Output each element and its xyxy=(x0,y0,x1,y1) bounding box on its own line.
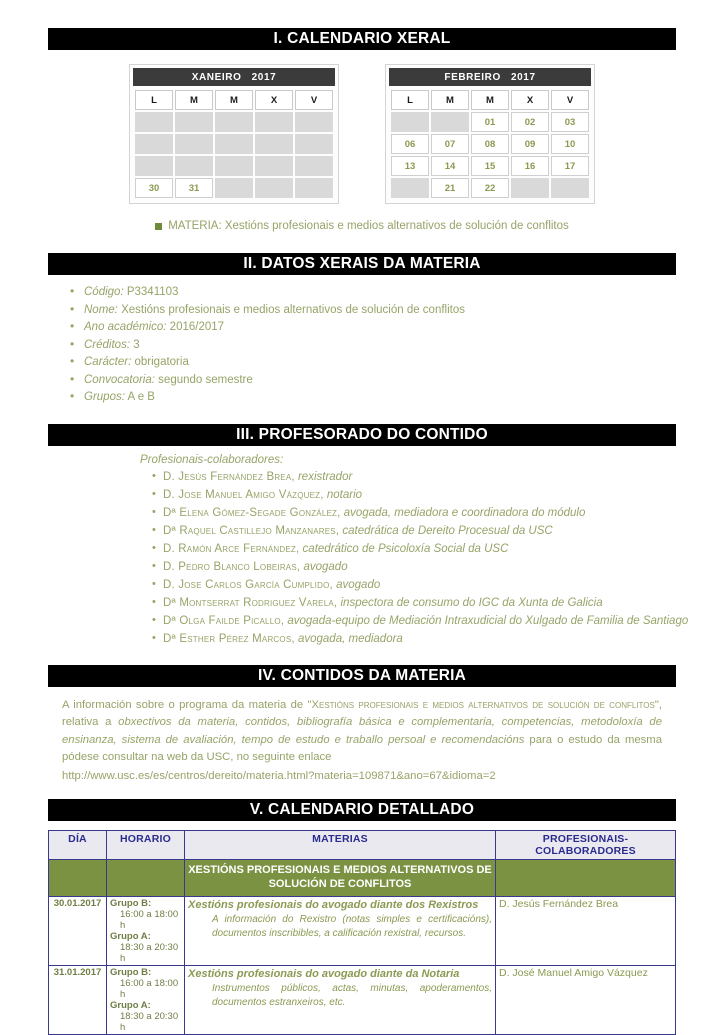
day-cell-07: 07 xyxy=(431,134,469,154)
day-cell xyxy=(175,112,213,132)
grupo-b-hours: 16:00 a 18:00 h xyxy=(120,978,179,1001)
day-cell xyxy=(511,178,549,198)
list-item xyxy=(152,576,724,594)
day-cell xyxy=(295,178,333,198)
calendar-week-row xyxy=(135,134,333,154)
cell-horario xyxy=(107,966,185,1035)
calendar-xaneiro-grid xyxy=(133,88,335,200)
person-name: Dª Raquel Castillejo Manzanares, xyxy=(163,524,340,537)
cell-profesional: D. José Manuel Amigo Vázquez xyxy=(496,966,676,1035)
datos-label: Convocatoria: xyxy=(84,373,155,386)
list-item xyxy=(152,558,724,576)
grupo-a-label: Grupo A: xyxy=(110,931,151,943)
profesorado-list xyxy=(152,468,724,648)
day-cell xyxy=(175,134,213,154)
day-cell xyxy=(295,156,333,176)
list-item xyxy=(70,389,724,407)
day-cell xyxy=(255,134,293,154)
datos-label: Ano académico: xyxy=(84,321,167,334)
day-cell-21: 21 xyxy=(431,178,469,198)
list-item xyxy=(70,354,724,372)
day-cell xyxy=(391,178,429,198)
list-item xyxy=(70,302,724,320)
calendar-xaneiro-title: XANEIRO 2017 xyxy=(133,68,335,86)
calendar-febreiro xyxy=(385,64,595,204)
day-cell-22: 22 xyxy=(471,178,509,198)
contidos-topics: obxectivos da materia, contidos, bibliografía básica e complementaria, competencias, metodoloxía de ensinanza, sistema de avaliación, tempo de estudo e traballo persoal e recomendacións xyxy=(62,716,662,746)
person-role: avogado xyxy=(336,578,381,591)
day-cell xyxy=(295,134,333,154)
section-heading-calendario-xeral: I. CALENDARIO XERAL xyxy=(48,28,676,50)
day-cell-13: 13 xyxy=(391,156,429,176)
cell-dia: 30.01.2017 xyxy=(49,897,107,966)
person-role: rexistrador xyxy=(297,470,353,483)
person-name: Dª Elena Gómez-Segade González, xyxy=(163,506,341,519)
datos-value: segundo semestre xyxy=(158,373,253,386)
section-heading-datos-xerais: II. DATOS XERAIS DA MATERIA xyxy=(48,253,676,275)
grupo-a-label: Grupo A: xyxy=(110,1000,151,1012)
list-item xyxy=(152,522,724,540)
cell-materias xyxy=(185,966,496,1035)
datos-label: Créditos: xyxy=(84,338,131,351)
day-cell xyxy=(431,112,469,132)
section-heading-profesorado: III. PROFESORADO DO CONTIDO xyxy=(48,424,676,446)
green-square-icon xyxy=(155,223,162,230)
datos-value: 2016/2017 xyxy=(169,321,225,334)
section-heading-contidos: IV. CONTIDOS DA MATERIA xyxy=(48,665,676,687)
calendar-week-row xyxy=(135,156,333,176)
day-cell xyxy=(255,178,293,198)
person-name: Dª Esther Pérez Marcos, xyxy=(163,632,295,645)
grupo-b-label: Grupo B: xyxy=(110,898,152,910)
person-role: catedrático de Psicoloxía Social da USC xyxy=(302,542,509,555)
column-header-profesionais: PROFESIONAIS-COLABORADORES xyxy=(496,831,676,860)
table-subject-title-row xyxy=(49,860,676,897)
day-cell-03: 03 xyxy=(551,112,589,132)
list-item xyxy=(152,468,724,486)
title-row-spacer-horario xyxy=(107,860,185,897)
day-cell-09: 09 xyxy=(511,134,549,154)
person-role: avogada-equipo de Mediación Intraxudicial do Xulgado de Familia de Santiago xyxy=(287,614,689,627)
grupo-a-hours: 18:30 a 20:30 h xyxy=(120,942,179,965)
column-header-materias: MATERIAS xyxy=(185,831,496,860)
weekday-cell: X xyxy=(255,90,293,110)
table-row xyxy=(49,966,676,1035)
calendar-febreiro-grid xyxy=(389,88,591,200)
cell-dia: 31.01.2017 xyxy=(49,966,107,1035)
day-cell xyxy=(135,134,173,154)
person-name: Dª Montserrat Rodriguez Varela, xyxy=(163,596,338,609)
calendar-xaneiro xyxy=(129,64,339,204)
materia-legend-text: MATERIA: Xestións profesionais e medios alternativos de solución de conflitos xyxy=(168,220,569,232)
weekday-cell: M xyxy=(431,90,469,110)
datos-label: Código: xyxy=(84,286,124,299)
grupo-a-hours: 18:30 a 20:30 h xyxy=(120,1011,179,1034)
weekday-cell: M xyxy=(175,90,213,110)
day-cell-17: 17 xyxy=(551,156,589,176)
person-role: catedrática de Dereito Procesual da USC xyxy=(342,524,553,537)
day-cell xyxy=(135,156,173,176)
day-cell xyxy=(255,112,293,132)
calendar-week-row xyxy=(135,178,333,198)
day-cell-15: 15 xyxy=(471,156,509,176)
contidos-paragraph xyxy=(62,697,662,767)
materia-legend xyxy=(0,220,724,232)
day-cell-01: 01 xyxy=(471,112,509,132)
materia-title: Xestións profesionais do avogado diante dos Rexistros xyxy=(188,899,479,912)
column-header-horario: HORARIO xyxy=(107,831,185,860)
column-header-dia: DÍA xyxy=(49,831,107,860)
calendario-detallado-table-wrap xyxy=(48,830,676,1035)
contidos-materia-name: Xestións profesionais e medios alternativos de solución de conflitos xyxy=(311,698,655,711)
contidos-url[interactable]: http://www.usc.es/es/centros/dereito/materia.html?materia=109871&ano=67&idioma=2 xyxy=(62,769,496,782)
day-cell-08: 08 xyxy=(471,134,509,154)
weekday-cell: L xyxy=(135,90,173,110)
cell-materias xyxy=(185,897,496,966)
calendar-week-row xyxy=(391,178,589,198)
title-row-spacer-dia xyxy=(49,860,107,897)
list-item xyxy=(70,372,724,390)
day-cell-06: 06 xyxy=(391,134,429,154)
grupo-b-hours: 16:00 a 18:00 h xyxy=(120,909,179,932)
grupo-b-label: Grupo B: xyxy=(110,967,152,979)
materia-description: Instrumentos públicos, actas, minutas, apoderamentos, documentos estranxeiros, etc. xyxy=(212,983,492,1009)
day-cell-30: 30 xyxy=(135,178,173,198)
calendar-febreiro-title: FEBREIRO 2017 xyxy=(389,68,591,86)
contidos-body xyxy=(62,697,662,786)
profesorado-body xyxy=(0,446,724,648)
person-role: inspectora de consumo do IGC da Xunta de Galicia xyxy=(340,596,603,609)
person-role: avogado xyxy=(303,560,348,573)
datos-value: 3 xyxy=(133,338,140,351)
day-cell xyxy=(215,178,253,198)
person-name: Dª Olga Failde Picallo, xyxy=(163,614,285,627)
datos-value: P3341103 xyxy=(126,286,179,299)
day-cell-10: 10 xyxy=(551,134,589,154)
cell-horario xyxy=(107,897,185,966)
day-cell-14: 14 xyxy=(431,156,469,176)
person-name: D. Pedro Blanco Lobeiras, xyxy=(163,560,301,573)
datos-value: Xestións profesionais e medios alternativos de solución de conflitos xyxy=(121,303,465,316)
contidos-text-c: para o estudo da mesma pódese consultar na web da USC, no seguinte enlace xyxy=(62,733,662,764)
person-role: avogada, mediadora e coordinadora do módulo xyxy=(343,506,586,519)
day-cell xyxy=(215,134,253,154)
datos-label: Carácter: xyxy=(84,356,132,369)
list-item xyxy=(70,319,724,337)
cell-profesional: D. Jesús Fernández Brea xyxy=(496,897,676,966)
list-item xyxy=(152,630,724,648)
calendars-row xyxy=(0,64,724,204)
datos-label: Grupos: xyxy=(84,391,125,404)
day-cell-16: 16 xyxy=(511,156,549,176)
day-cell xyxy=(391,112,429,132)
person-role: notario xyxy=(326,488,363,501)
weekday-cell: X xyxy=(511,90,549,110)
list-item xyxy=(152,594,724,612)
weekday-cell: L xyxy=(391,90,429,110)
datos-xerais-body xyxy=(0,284,724,407)
calendar-week-row xyxy=(391,134,589,154)
list-item xyxy=(152,540,724,558)
list-item xyxy=(152,486,724,504)
section-heading-calendario-detallado: V. CALENDARIO DETALLADO xyxy=(48,799,676,821)
list-item xyxy=(152,504,724,522)
calendar-week-row xyxy=(391,112,589,132)
list-item xyxy=(152,612,724,630)
person-name: D. Ramón Arce Fernández, xyxy=(163,542,300,555)
day-cell-02: 02 xyxy=(511,112,549,132)
person-name: D. Jose Manuel Amigo Vázquez, xyxy=(163,488,324,501)
calendar-week-row xyxy=(135,112,333,132)
person-role: avogada, mediadora xyxy=(297,632,403,645)
table-header-row xyxy=(49,831,676,860)
datos-value: A e B xyxy=(127,391,155,404)
day-cell xyxy=(215,112,253,132)
day-cell-31: 31 xyxy=(175,178,213,198)
list-item xyxy=(70,337,724,355)
day-cell xyxy=(215,156,253,176)
profesorado-heading: Profesionais-colaboradores: xyxy=(140,453,284,466)
day-cell xyxy=(135,112,173,132)
datos-value: obrigatoria xyxy=(134,356,189,369)
weekday-cell: M xyxy=(215,90,253,110)
datos-label: Nome: xyxy=(84,303,118,316)
datos-xerais-list xyxy=(70,284,724,407)
weekday-cell: V xyxy=(551,90,589,110)
table-subject-title: XESTIÓNS PROFESIONAIS E MEDIOS ALTERNATIVOS DE SOLUCIÓN DE CONFLITOS xyxy=(185,860,496,897)
title-row-spacer-profesionais xyxy=(496,860,676,897)
list-item xyxy=(70,284,724,302)
day-cell xyxy=(255,156,293,176)
contidos-text-b: ", relativa a xyxy=(62,698,662,729)
day-cell xyxy=(295,112,333,132)
table-row xyxy=(49,897,676,966)
day-cell xyxy=(551,178,589,198)
person-name: D. Jose Carlos García Cumplido, xyxy=(163,578,333,591)
calendar-week-row xyxy=(391,156,589,176)
materia-title: Xestións profesionais do avogado diante da Notaria xyxy=(188,968,460,981)
calendar-weekday-row xyxy=(391,90,589,110)
person-name: D. Jesús Fernández Brea, xyxy=(163,470,295,483)
materia-description: A información do Rexistro (notas simples e certificacións), documentos inscribibles, a calificación rexistral, recursos. xyxy=(212,914,492,940)
weekday-cell: V xyxy=(295,90,333,110)
calendar-weekday-row xyxy=(135,90,333,110)
day-cell xyxy=(175,156,213,176)
contidos-text-a: A información sobre o programa da materia de " xyxy=(62,698,312,711)
weekday-cell: M xyxy=(471,90,509,110)
calendario-detallado-table xyxy=(48,830,676,1035)
